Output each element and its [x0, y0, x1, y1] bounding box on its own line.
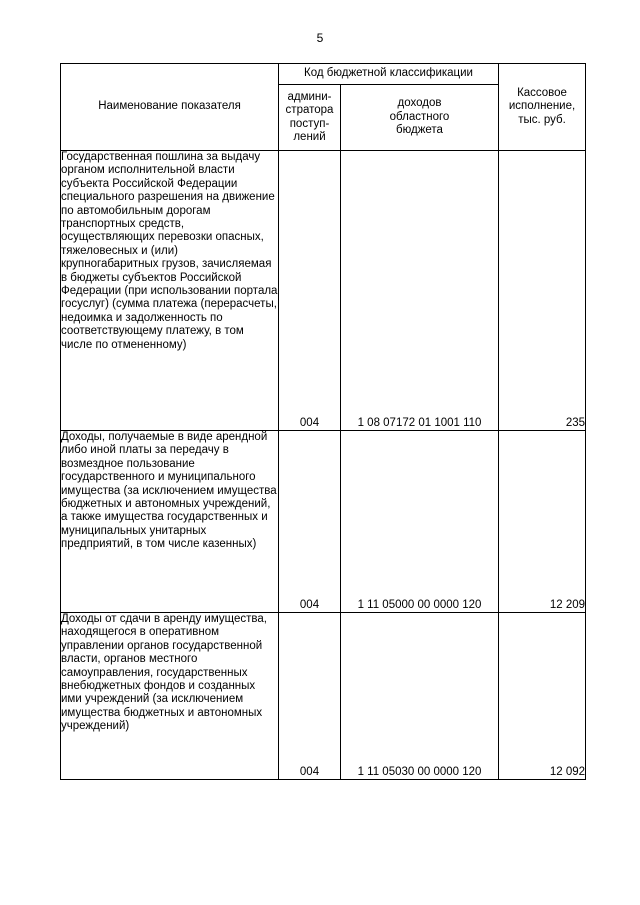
row-indicator-name-text: Доходы, получаемые в виде арендной либо иной платы за передачу в возмездное пользование государственного и муниципального имущества (за исключением имущества бюджетных и автономных учреждений, а также имущества государственных и муниципальных унитарных предприятий, в том числе казенных)	[61, 431, 277, 551]
row-amount: 235	[499, 151, 586, 431]
row-indicator-name	[61, 613, 279, 780]
header-cash-execution	[499, 64, 586, 151]
row-revenue-code: 1 11 05030 00 0000 120	[341, 613, 499, 780]
row-indicator-name	[61, 431, 279, 613]
page-number: 5	[316, 31, 324, 45]
row-administrator-code: 004	[279, 151, 341, 431]
row-administrator-code: 004	[279, 613, 341, 780]
header-regional-revenue	[341, 85, 499, 151]
header-classification-code: Код бюджетной классификации	[279, 64, 499, 85]
row-amount: 12 209	[499, 431, 586, 613]
budget-revenue-table	[60, 63, 586, 780]
row-indicator-name-text: Государственная пошлина за выдачу органом исполнительной власти субъекта Российской Федерации специального разрешения на движение по автомобильным дорогам транспортных средств, осуществляющих перевозки опасных, тяжеловесных и (или) крупногабаритных грузов, зачисляемая в бюджеты субъектов Российской Федерации (при использовании портала госуслуг) (сумма платежа (перерасчеты, недоимка и задолженность по соответствующему платежу, в том числе по отмененному)	[61, 151, 278, 351]
row-revenue-code: 1 11 05000 00 0000 120	[341, 431, 499, 613]
header-indicator-name: Наименование показателя	[61, 64, 279, 151]
row-administrator-code: 004	[279, 431, 341, 613]
header-row-1	[61, 64, 586, 85]
table-row	[61, 613, 586, 780]
header-cash-execution-text: Кассовое исполнение, тыс. руб.	[508, 86, 576, 126]
row-amount: 12 092	[499, 613, 586, 780]
row-revenue-code: 1 08 07172 01 1001 110	[341, 151, 499, 431]
table-row	[61, 431, 586, 613]
header-administrator	[279, 85, 341, 151]
table-row	[61, 151, 586, 431]
header-administrator-text: админи- стратора поступ- лений	[285, 90, 334, 143]
header-regional-revenue-text: доходов областного бюджета	[389, 97, 450, 137]
row-indicator-name	[61, 151, 279, 431]
row-indicator-name-text: Доходы от сдачи в аренду имущества, находящегося в оперативном управлении органов государственной власти, органов местного самоуправления, государственных внебюджетных фондов и созданных ими учреждений (за исключением имущества бюджетных и автономных учреждений)	[61, 613, 267, 733]
